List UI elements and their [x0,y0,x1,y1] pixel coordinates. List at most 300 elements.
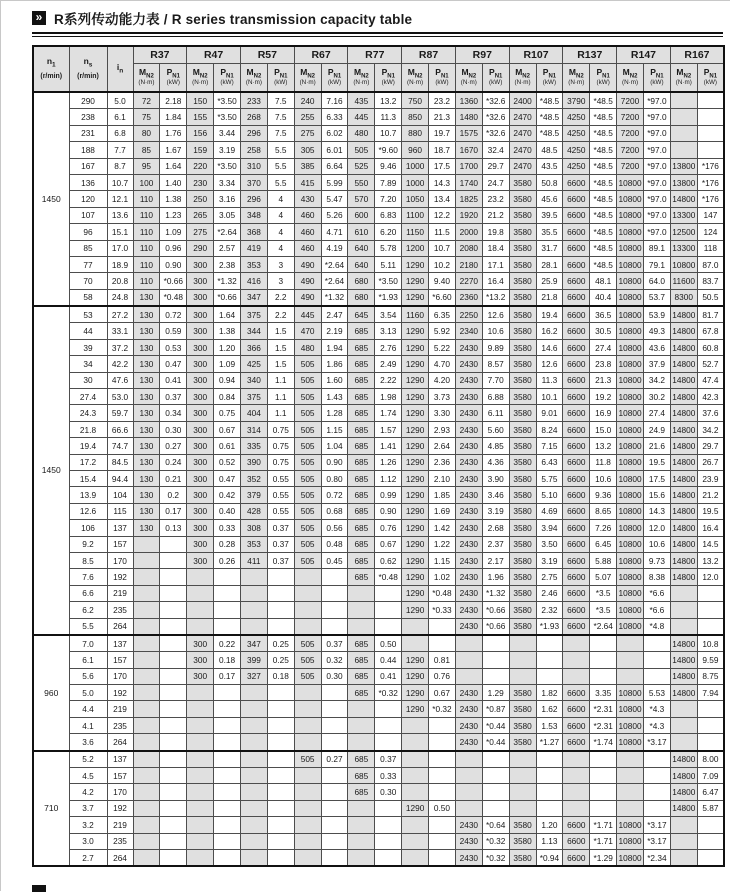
power-cell [214,701,241,717]
torque-cell: 2430 [455,421,482,437]
power-cell: 8.65 [590,503,617,519]
power-cell: 0.68 [321,503,348,519]
torque-cell [240,717,267,733]
power-cell: 10.7 [429,240,456,256]
torque-cell: 600 [348,207,375,223]
power-cell: 0.75 [267,421,294,437]
torque-subheader: $M_{N2}$ (N·m) [509,64,536,93]
torque-cell [294,585,321,601]
ratio-cell: 8.7 [107,158,133,174]
torque-cell: 6600 [563,833,590,849]
power-cell [536,668,563,684]
power-cell [321,569,348,585]
torque-cell: 130 [133,454,160,470]
power-cell [160,849,187,866]
torque-cell: 685 [348,685,375,701]
power-cell: 10.1 [536,389,563,405]
torque-cell: 159 [187,142,214,158]
table-row [33,635,724,652]
torque-cell: 505 [348,142,375,158]
page-title: R系列传动能力表 / R series transmission capacity table [54,12,413,27]
torque-cell [294,768,321,784]
torque-cell: 1480 [455,109,482,125]
power-cell: 6.33 [321,109,348,125]
torque-cell: 352 [240,470,267,486]
power-cell: *0.44 [482,717,509,733]
power-cell [160,701,187,717]
torque-cell: 10800 [670,256,697,272]
input-speed-group-label: 960 [33,635,69,751]
table-row [33,92,724,109]
torque-cell: 1290 [402,520,429,536]
torque-cell: 130 [133,306,160,323]
output-speed-cell: 5.6 [69,668,107,684]
torque-cell: 300 [187,536,214,552]
power-cell: *0.66 [482,618,509,635]
power-cell: 2.68 [482,520,509,536]
torque-cell: 6600 [563,717,590,733]
power-cell [321,602,348,618]
header-n1-symbol: n [46,56,53,67]
power-cell [590,800,617,816]
torque-cell: 1290 [402,356,429,372]
power-cell: 8.00 [697,751,724,768]
ratio-cell: 235 [107,602,133,618]
power-cell: 3 [267,256,294,272]
output-speed-cell: 107 [69,207,107,223]
power-cell: 19.5 [643,454,670,470]
output-speed-cell: 8.5 [69,552,107,568]
power-cell: 1.94 [321,339,348,355]
torque-cell [348,585,375,601]
torque-cell [294,817,321,833]
power-cell: 21.3 [429,109,456,125]
torque-cell: 685 [348,356,375,372]
power-cell: 5.22 [429,339,456,355]
torque-cell: 430 [294,191,321,207]
torque-cell: 1360 [455,92,482,109]
power-cell: *9.60 [375,142,402,158]
power-subheader: $P_{N1}$ (kW) [214,64,241,93]
table-row [33,470,724,486]
power-cell: 15.0 [590,421,617,437]
torque-cell: 2430 [455,503,482,519]
torque-cell [187,751,214,768]
power-cell: 3.34 [214,174,241,190]
torque-cell [133,800,160,816]
torque-cell: 6600 [563,585,590,601]
power-cell: 0.25 [267,635,294,652]
power-cell [160,784,187,800]
power-cell [160,833,187,849]
table-row [33,800,724,816]
torque-cell [509,784,536,800]
torque-cell: 6600 [563,817,590,833]
torque-cell: 305 [294,142,321,158]
power-cell [697,817,724,833]
torque-cell: 505 [294,536,321,552]
torque-cell: 505 [294,356,321,372]
ratio-cell: 157 [107,536,133,552]
power-cell: 6.02 [321,125,348,141]
title-divider [32,32,723,37]
torque-cell: 10800 [617,552,644,568]
power-cell: 0.40 [214,503,241,519]
torque-cell [133,668,160,684]
torque-cell: 505 [294,454,321,470]
power-cell: 2.22 [375,372,402,388]
torque-subheader: $M_{N2}$ (N·m) [133,64,160,93]
power-cell: 8.24 [536,421,563,437]
torque-cell: 10800 [617,520,644,536]
torque-cell: 610 [348,224,375,240]
power-cell [160,618,187,635]
power-cell: 0.90 [321,454,348,470]
torque-cell: 1575 [455,125,482,141]
torque-cell: 6600 [563,323,590,339]
torque-cell: 10800 [617,191,644,207]
power-cell: 5.60 [482,421,509,437]
power-cell: 118 [697,240,724,256]
torque-cell [133,751,160,768]
power-cell: 0.18 [214,652,241,668]
power-cell: 1.13 [536,833,563,849]
torque-cell: 460 [294,224,321,240]
power-cell: 1.60 [321,372,348,388]
ratio-cell: 37.2 [107,339,133,355]
power-cell: *97.0 [643,191,670,207]
torque-cell: 505 [294,652,321,668]
torque-cell [187,734,214,751]
torque-cell: 10800 [617,323,644,339]
power-cell: *97.0 [643,207,670,223]
power-cell: 2.2 [267,289,294,306]
torque-cell: 419 [240,240,267,256]
torque-cell: 10800 [617,685,644,701]
torque-cell: 640 [348,240,375,256]
torque-cell: 130 [133,339,160,355]
power-cell: 8.75 [697,668,724,684]
power-cell: *2.64 [590,618,617,635]
torque-cell [670,734,697,751]
power-cell: 0.24 [160,454,187,470]
power-cell: 3.50 [536,536,563,552]
torque-cell: 1290 [402,487,429,503]
torque-cell: 1290 [402,503,429,519]
power-cell: *48.5 [590,142,617,158]
power-cell: *0.32 [482,849,509,866]
torque-cell: 750 [402,92,429,109]
output-speed-cell: 120 [69,191,107,207]
power-cell [160,652,187,668]
power-cell: 0.75 [267,438,294,454]
power-cell: 4 [267,240,294,256]
torque-cell: 10800 [617,240,644,256]
torque-cell [240,849,267,866]
torque-cell [187,602,214,618]
torque-cell: 10800 [617,224,644,240]
model-header-r137: R137 [563,46,617,64]
output-speed-cell: 6.1 [69,652,107,668]
ratio-cell: 10.7 [107,174,133,190]
torque-cell: 2430 [455,717,482,733]
power-cell: 19.7 [429,125,456,141]
power-cell: 6.45 [590,536,617,552]
torque-cell: 2430 [455,372,482,388]
torque-cell: 1700 [455,158,482,174]
table-row [33,438,724,454]
power-cell: 27.4 [643,405,670,421]
power-cell: 1.74 [375,405,402,421]
power-cell [267,701,294,717]
torque-cell: 685 [348,569,375,585]
torque-cell: 1290 [402,668,429,684]
power-cell: 35.5 [536,224,563,240]
power-cell: 0.80 [321,470,348,486]
torque-cell: 13300 [670,240,697,256]
power-cell: 1.40 [160,174,187,190]
torque-cell: 3580 [509,240,536,256]
power-cell: 0.75 [214,405,241,421]
torque-cell [133,618,160,635]
torque-cell: 411 [240,552,267,568]
ratio-cell: 115 [107,503,133,519]
power-cell: 0.67 [429,685,456,701]
torque-cell: 130 [133,438,160,454]
power-cell: *0.32 [482,833,509,849]
torque-cell: 300 [187,405,214,421]
torque-cell: 6600 [563,356,590,372]
torque-cell: 505 [294,421,321,437]
torque-cell: 300 [187,289,214,306]
torque-cell: 2430 [455,602,482,618]
power-cell: 2.57 [214,240,241,256]
torque-cell: 6600 [563,405,590,421]
torque-cell: 1290 [402,470,429,486]
model-header-r77: R77 [348,46,402,64]
torque-cell [563,635,590,652]
torque-cell: 2470 [509,158,536,174]
torque-subheader: $M_{N2}$ (N·m) [294,64,321,93]
torque-cell: 353 [240,536,267,552]
power-cell [160,585,187,601]
ratio-cell: 170 [107,784,133,800]
power-cell: 1.64 [214,306,241,323]
torque-cell: 505 [294,552,321,568]
torque-cell: 6600 [563,602,590,618]
torque-cell [348,800,375,816]
torque-cell: 428 [240,503,267,519]
torque-cell: 130 [133,487,160,503]
torque-cell: 13800 [670,158,697,174]
torque-cell: 435 [348,92,375,109]
torque-cell: 2180 [455,256,482,272]
torque-cell: 314 [240,421,267,437]
torque-cell: 10800 [617,421,644,437]
power-cell: *48.5 [590,92,617,109]
power-cell [321,618,348,635]
power-cell: 1.20 [214,339,241,355]
ratio-cell: 94.4 [107,470,133,486]
power-cell: 21.8 [536,289,563,306]
output-speed-cell: 17.2 [69,454,107,470]
power-cell [375,602,402,618]
power-cell: 12.0 [697,569,724,585]
ratio-cell: 104 [107,487,133,503]
power-cell: 1.84 [160,109,187,125]
torque-subheader: $M_{N2}$ (N·m) [240,64,267,93]
torque-subheader: $M_{N2}$ (N·m) [617,64,644,93]
torque-cell: 6600 [563,256,590,272]
power-cell: 16.4 [697,520,724,536]
torque-cell: 1825 [455,191,482,207]
torque-cell: 3580 [509,569,536,585]
power-cell: *48.5 [536,125,563,141]
power-cell [697,618,724,635]
power-cell: *4.3 [643,717,670,733]
torque-cell [187,817,214,833]
torque-cell: 2430 [455,536,482,552]
output-speed-cell: 96 [69,224,107,240]
ratio-cell: 6.1 [107,109,133,125]
torque-cell [670,717,697,733]
power-cell [536,768,563,784]
torque-cell: 390 [240,454,267,470]
torque-cell: 10800 [617,833,644,849]
power-cell: *0.48 [429,585,456,601]
power-cell: 10.6 [590,470,617,486]
torque-cell: 268 [240,109,267,125]
power-cell [321,768,348,784]
power-cell: 0.17 [214,668,241,684]
power-cell: 1.1 [267,405,294,421]
power-cell: 1.42 [429,520,456,536]
torque-cell: 3580 [509,191,536,207]
power-cell [697,717,724,733]
torque-cell [348,717,375,733]
power-cell: *0.87 [482,701,509,717]
power-cell [590,768,617,784]
power-cell: 0.41 [375,668,402,684]
torque-cell: 3580 [509,174,536,190]
table-row [33,503,724,519]
torque-cell: 130 [133,372,160,388]
torque-cell: 6600 [563,389,590,405]
power-cell: 0.25 [267,652,294,668]
torque-cell: 505 [294,405,321,421]
output-speed-cell: 3.2 [69,817,107,833]
torque-cell: 404 [240,405,267,421]
torque-cell [133,768,160,784]
torque-cell: 2470 [509,109,536,125]
power-cell [590,652,617,668]
torque-cell [294,849,321,866]
torque-cell [402,751,429,768]
torque-cell: 685 [348,421,375,437]
torque-cell: 220 [187,158,214,174]
torque-cell: 685 [348,520,375,536]
power-cell [590,784,617,800]
power-cell [160,717,187,733]
power-cell [160,734,187,751]
power-cell: 30.2 [643,389,670,405]
power-cell: 1.53 [536,717,563,733]
output-speed-cell: 9.2 [69,536,107,552]
torque-cell: 258 [240,142,267,158]
torque-cell: 2360 [455,289,482,306]
torque-cell: 505 [294,635,321,652]
power-cell: *32.6 [482,125,509,141]
torque-cell: 150 [187,92,214,109]
torque-cell [670,833,697,849]
power-cell: 0.2 [160,487,187,503]
torque-cell: 230 [187,174,214,190]
torque-cell: 425 [240,356,267,372]
torque-cell: 2470 [509,142,536,158]
torque-cell: 6600 [563,503,590,519]
torque-cell [133,784,160,800]
torque-cell: 2430 [455,552,482,568]
power-cell: *32.6 [482,92,509,109]
power-cell: 1.67 [160,142,187,158]
model-header-r37: R37 [133,46,187,64]
torque-cell [187,569,214,585]
torque-cell: 14800 [670,652,697,668]
model-header-r87: R87 [402,46,456,64]
torque-cell [348,701,375,717]
power-cell: 3.05 [214,207,241,223]
torque-cell: 1290 [402,421,429,437]
torque-cell: 13800 [670,174,697,190]
table-row [33,158,724,174]
torque-cell [455,784,482,800]
power-cell: *6.60 [429,289,456,306]
torque-cell: 2340 [455,323,482,339]
torque-cell: 460 [294,207,321,223]
power-cell: 1.62 [536,701,563,717]
table-row [33,685,724,701]
torque-cell: 2430 [455,470,482,486]
table-row [33,142,724,158]
torque-cell: 4250 [563,158,590,174]
power-cell [160,602,187,618]
torque-cell: 308 [240,520,267,536]
torque-cell: 685 [348,389,375,405]
torque-cell: 685 [348,635,375,652]
power-cell [536,800,563,816]
power-cell: 10.8 [697,635,724,652]
torque-cell: 505 [294,372,321,388]
power-cell: *48.5 [536,92,563,109]
power-cell [643,668,670,684]
power-subheader: $P_{N1}$ (kW) [267,64,294,93]
power-cell [160,751,187,768]
power-cell [267,717,294,733]
torque-cell [294,569,321,585]
torque-cell: 685 [348,503,375,519]
power-cell: 0.44 [375,652,402,668]
torque-cell: 480 [348,125,375,141]
power-cell: 2.93 [429,421,456,437]
torque-cell: 290 [187,240,214,256]
torque-cell [133,685,160,701]
torque-cell: 2430 [455,405,482,421]
ratio-cell: 235 [107,833,133,849]
table-row [33,569,724,585]
power-cell: 5.10 [536,487,563,503]
torque-cell: 2430 [455,849,482,866]
output-speed-cell: 77 [69,256,107,272]
